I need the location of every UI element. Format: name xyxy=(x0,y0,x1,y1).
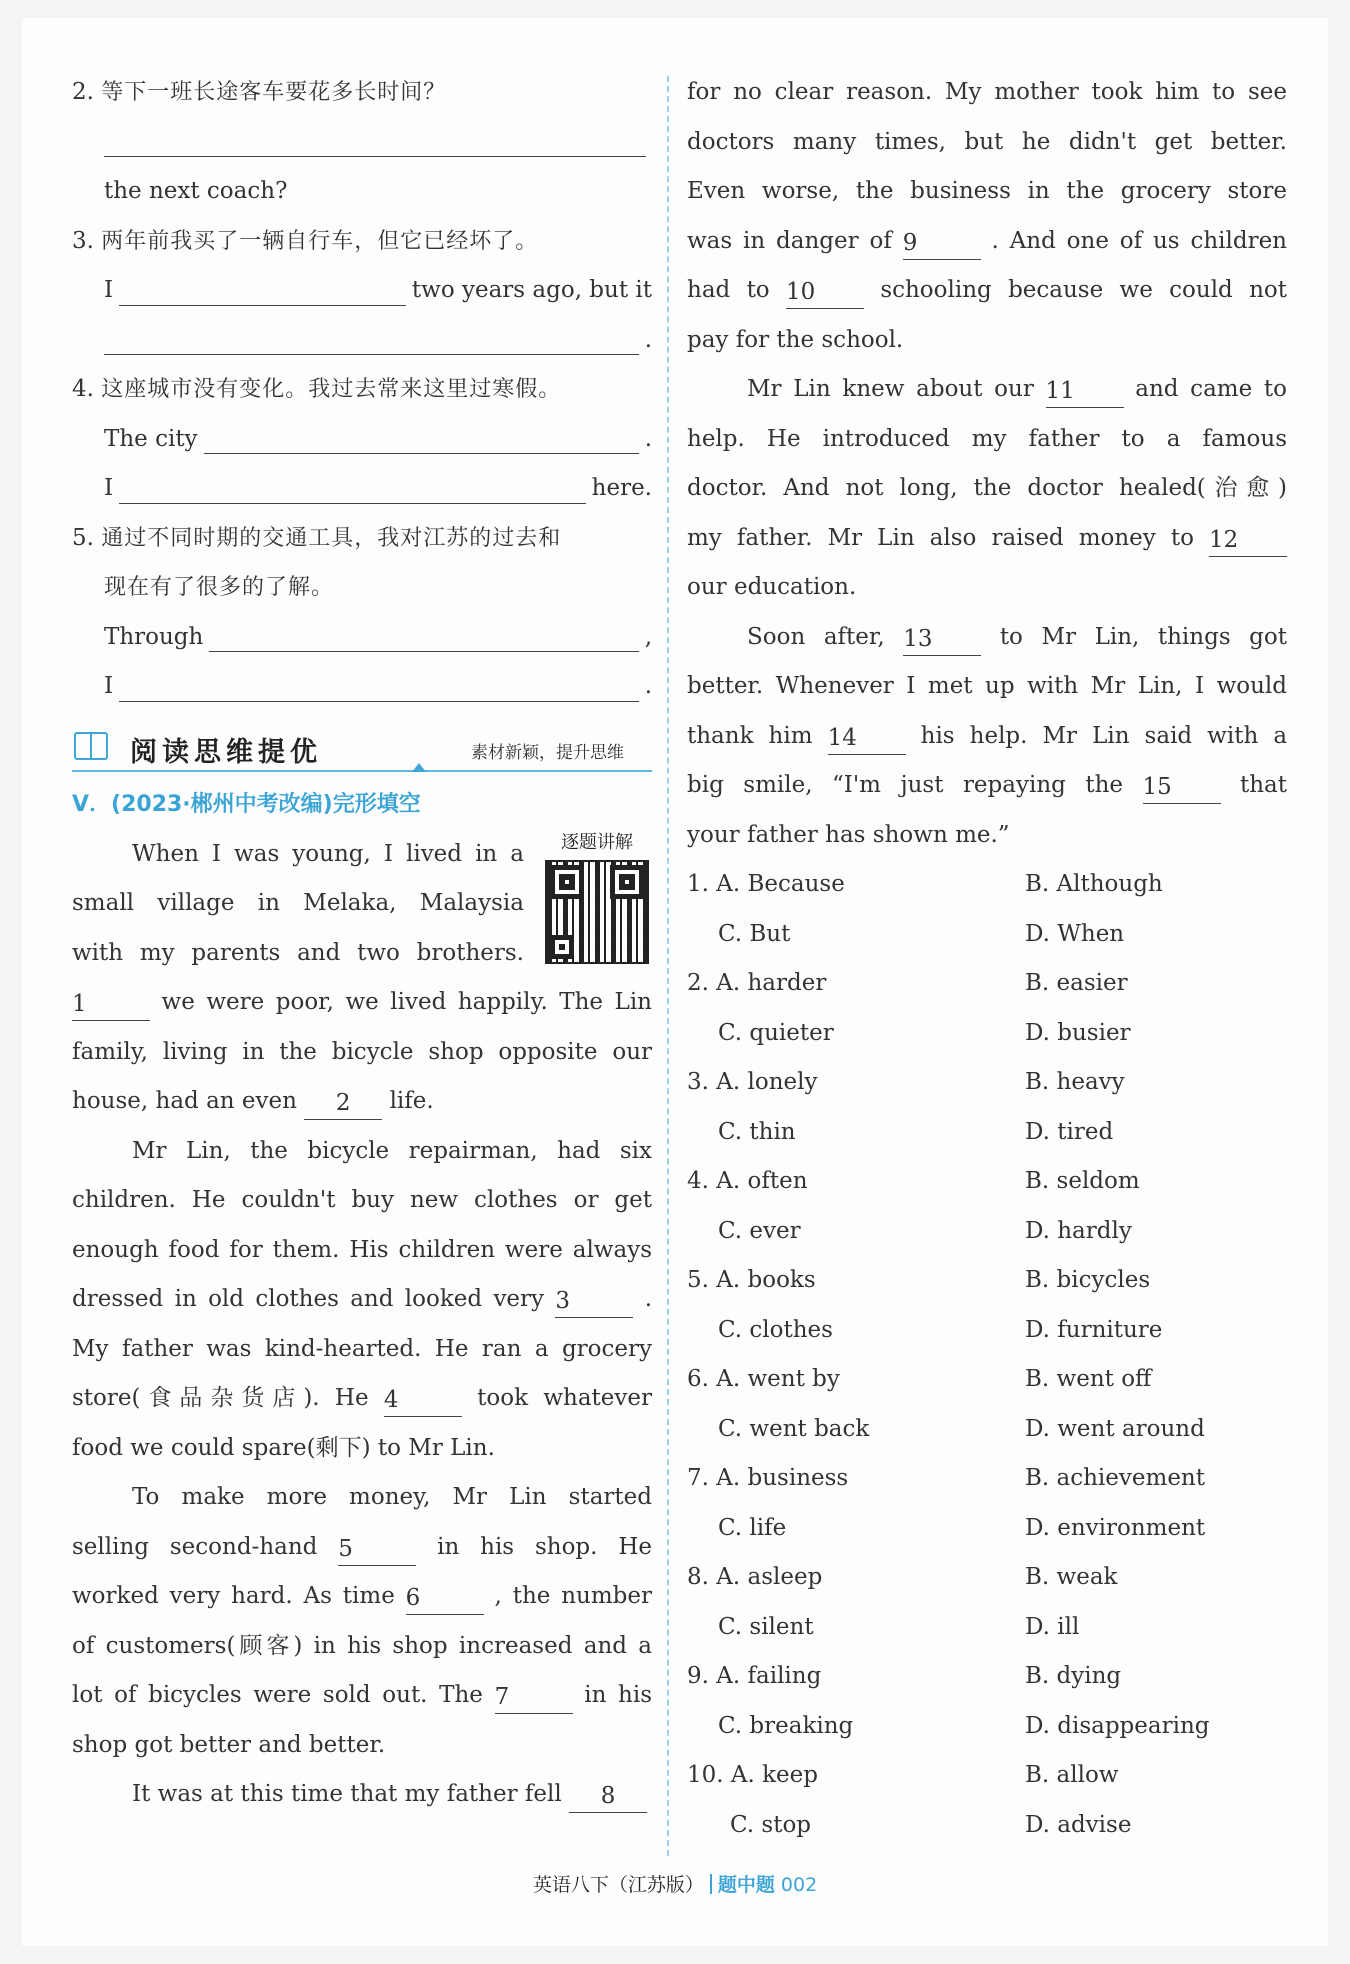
passage-text: thank him xyxy=(687,722,813,749)
passage-text: Soon after, xyxy=(747,623,885,650)
q3-line-1: I two years ago, but it xyxy=(72,266,652,316)
cloze-blank[interactable]: 10 xyxy=(786,277,864,309)
cloze-blank[interactable]: 13 xyxy=(903,624,981,656)
option-row xyxy=(687,1207,1287,1257)
passage-text: dressed in old clothes and looked very xyxy=(72,1286,545,1312)
passage-text: Mr Lin knew about our xyxy=(747,376,1034,402)
option-d[interactable]: D. environment xyxy=(1025,1514,1206,1541)
passage-line xyxy=(687,316,1287,366)
passage-text: children. He couldn't buy new clothes or get xyxy=(72,1187,652,1213)
right-column xyxy=(687,68,1287,1850)
option-row xyxy=(687,860,1287,910)
option-b[interactable]: B. went off xyxy=(1025,1366,1152,1392)
option-row xyxy=(687,1256,1287,1306)
q2-answer-line xyxy=(72,118,652,168)
column-divider xyxy=(667,76,669,1856)
cloze-blank[interactable]: 14 xyxy=(828,723,906,755)
option-row xyxy=(687,1157,1287,1207)
passage-line xyxy=(72,1770,652,1820)
option-b[interactable]: B. easier xyxy=(1025,970,1128,996)
passage-line xyxy=(687,712,1287,762)
workbook-page xyxy=(22,18,1328,1946)
option-row xyxy=(687,1801,1287,1851)
passage-line xyxy=(687,613,1287,663)
passage-line xyxy=(687,415,1287,465)
passage-text: My father was kind-hearted. He ran a grocery xyxy=(72,1335,652,1362)
passage-line xyxy=(72,1622,652,1672)
q5-blank-2[interactable] xyxy=(119,672,639,702)
option-row xyxy=(687,1058,1287,1108)
passage-text: When I was young, I lived in a xyxy=(132,840,524,867)
passage-line xyxy=(72,1671,652,1721)
footer-book: 英语八下（江苏版） xyxy=(532,1874,704,1896)
option-row xyxy=(687,959,1287,1009)
q5-blank-1[interactable] xyxy=(209,622,638,652)
passage-text: that xyxy=(1239,772,1287,798)
q3-prompt: 3. 两年前我买了一辆自行车，但它已经坏了。 xyxy=(72,227,539,254)
passage-line xyxy=(72,1572,652,1622)
footer-separator xyxy=(710,1874,712,1894)
option-c[interactable]: C. silent xyxy=(718,1613,814,1640)
option-c[interactable]: C. But xyxy=(718,920,791,947)
passage-text: life. xyxy=(389,1088,434,1114)
option-a[interactable]: 7. A. business xyxy=(687,1465,849,1491)
cloze-blank[interactable]: 11 xyxy=(1046,376,1124,408)
passage-text: family, living in the bicycle shop opposite our xyxy=(72,1038,652,1065)
option-row xyxy=(687,1009,1287,1059)
option-d[interactable]: D. furniture xyxy=(1025,1316,1163,1343)
cloze-blank[interactable]: 2 xyxy=(304,1088,382,1120)
passage-line xyxy=(72,1127,652,1177)
passage-text: for no clear reason. My mother took him to see xyxy=(687,79,1287,105)
option-row xyxy=(687,1504,1287,1554)
passage-line xyxy=(72,830,524,880)
option-a[interactable]: 3. A. lonely xyxy=(687,1069,818,1095)
q3-line-2: . xyxy=(72,316,652,366)
option-row xyxy=(687,910,1287,960)
section-header xyxy=(72,726,652,772)
passage-line xyxy=(72,1077,652,1127)
option-row xyxy=(687,1108,1287,1158)
q4-line-2: I here. xyxy=(72,464,652,514)
option-c[interactable]: C. thin xyxy=(718,1118,796,1145)
passage-text: in his xyxy=(584,1682,652,1708)
passage-text: schooling because we could not xyxy=(880,277,1287,303)
option-b[interactable]: B. achievement xyxy=(1025,1465,1205,1491)
passage-text: . And one of us children xyxy=(991,227,1287,254)
passage-text: enough food for them. His children were always xyxy=(72,1236,652,1263)
option-row xyxy=(687,1306,1287,1356)
option-a[interactable]: 9. A. failing xyxy=(687,1663,822,1689)
option-a[interactable]: 5. A. books xyxy=(687,1267,816,1293)
passage-text: in his shop. He xyxy=(437,1533,652,1560)
q5-line-2: I . xyxy=(72,662,652,712)
option-c[interactable]: C. ever xyxy=(718,1217,801,1244)
option-b[interactable]: B. allow xyxy=(1025,1762,1119,1788)
passage-line xyxy=(72,1325,652,1375)
passage-text: help. He introduced my father to a famous xyxy=(687,425,1287,452)
cloze-blank[interactable]: 12 xyxy=(1209,525,1287,557)
passage-text: To make more money, Mr Lin started xyxy=(132,1484,652,1510)
q2-prompt: 2. 等下一班长途客车要花多长时间？ xyxy=(72,79,447,105)
q4-line-1: The city . xyxy=(72,415,652,465)
option-a[interactable]: 4. A. often xyxy=(687,1168,808,1194)
passage-text: to Mr Lin, things got xyxy=(999,623,1287,650)
option-a[interactable]: 10. A. keep xyxy=(687,1762,819,1788)
q3-blank-2[interactable] xyxy=(104,325,639,355)
cloze-blank[interactable]: 5 xyxy=(338,1534,416,1566)
passage-text: took whatever xyxy=(477,1385,652,1411)
passage-line xyxy=(72,1374,652,1424)
passage-line xyxy=(72,879,524,929)
q4-blank-2[interactable] xyxy=(119,474,586,504)
passage-line xyxy=(72,1473,652,1523)
passage-line xyxy=(72,1424,652,1474)
option-c[interactable]: C. breaking xyxy=(718,1712,854,1739)
option-d[interactable]: D. tired xyxy=(1025,1118,1114,1145)
passage-text: had to xyxy=(687,277,770,303)
cloze-blank[interactable]: 7 xyxy=(495,1682,573,1714)
cloze-passage-left xyxy=(72,830,652,1820)
cloze-blank[interactable]: 8 xyxy=(569,1781,647,1813)
passage-line xyxy=(687,761,1287,811)
cloze-blank[interactable]: 4 xyxy=(384,1385,462,1417)
option-d[interactable]: D. hardly xyxy=(1025,1217,1132,1244)
book-icon xyxy=(74,732,108,760)
passage-text: selling second-hand xyxy=(72,1533,318,1560)
passage-text: was in danger of xyxy=(687,227,892,254)
cloze-blank[interactable]: 9 xyxy=(903,228,981,260)
passage-text: with my parents and two brothers. xyxy=(72,939,524,966)
q5-line-1: Through , xyxy=(72,613,652,663)
option-row xyxy=(687,1405,1287,1455)
option-c[interactable]: C. stop xyxy=(730,1811,812,1838)
option-row xyxy=(687,1355,1287,1405)
passage-line xyxy=(687,563,1287,613)
option-row xyxy=(687,1454,1287,1504)
q3-blank-1[interactable] xyxy=(119,276,406,306)
option-a[interactable]: 6. A. went by xyxy=(687,1366,840,1392)
passage-line xyxy=(72,1523,652,1573)
section-title: 阅读思维提优 xyxy=(130,736,322,768)
passage-line xyxy=(72,978,652,1028)
passage-line xyxy=(72,1226,652,1276)
cloze-blank[interactable]: 3 xyxy=(555,1286,633,1318)
option-d[interactable]: D. went around xyxy=(1025,1415,1205,1442)
option-row xyxy=(687,1553,1287,1603)
option-b[interactable]: B. seldom xyxy=(1025,1168,1140,1194)
options-list xyxy=(687,860,1287,1850)
q4-blank-1[interactable] xyxy=(204,424,639,454)
q2-tail: the next coach? xyxy=(104,178,288,204)
passage-text: Mr Lin, the bicycle repairman, had six xyxy=(132,1137,652,1164)
passage-line xyxy=(72,1176,652,1226)
option-b[interactable]: B. heavy xyxy=(1025,1069,1125,1095)
passage-text: your father has shown me.” xyxy=(687,821,1010,848)
passage-text: house, had an even xyxy=(72,1088,297,1114)
page-footer xyxy=(22,1870,1328,1897)
passage-line xyxy=(687,266,1287,316)
passage-text: worked very hard. As time xyxy=(72,1583,395,1609)
passage-text: his help. Mr Lin said with a xyxy=(920,722,1287,749)
passage-line xyxy=(687,662,1287,712)
option-row xyxy=(687,1603,1287,1653)
passage-text: and came to xyxy=(1135,376,1287,402)
right-passage-lines xyxy=(687,68,1287,860)
option-c[interactable]: C. life xyxy=(718,1514,787,1541)
passage-line xyxy=(72,1028,652,1078)
passage-text: . xyxy=(644,1286,652,1312)
option-d[interactable]: D. When xyxy=(1025,920,1125,947)
option-c[interactable]: C. went back xyxy=(718,1415,870,1442)
passage-line xyxy=(687,514,1287,564)
passage-line xyxy=(687,365,1287,415)
qr-block[interactable] xyxy=(542,830,652,964)
passage-text: doctors many times, but he didn't get better. xyxy=(687,128,1287,155)
passage-line xyxy=(687,464,1287,514)
qr-code-icon[interactable] xyxy=(545,860,649,964)
option-a[interactable]: 1. A. Because xyxy=(687,871,845,897)
passage-text: lot of bicycles were sold out. The xyxy=(72,1682,483,1708)
cloze-blank[interactable]: 1 xyxy=(72,989,150,1021)
option-b[interactable]: B. Although xyxy=(1025,871,1163,897)
q4-prompt: 4. 这座城市没有变化。我过去常来这里过寒假。 xyxy=(72,376,562,402)
passage-text: pay for the school. xyxy=(687,326,904,353)
triangle-marker-icon xyxy=(412,763,426,772)
passage-line xyxy=(687,217,1287,267)
passage-text: Even worse, the business in the grocery store xyxy=(687,178,1287,204)
passage-text: doctor. And not long, the doctor healed(治愈) xyxy=(687,475,1287,501)
passage-text: , the number xyxy=(494,1583,652,1609)
passage-text: small village in Melaka, Malaysia xyxy=(72,890,524,916)
passage-line xyxy=(72,929,524,979)
option-d[interactable]: D. ill xyxy=(1025,1613,1080,1640)
left-passage-lines xyxy=(72,830,652,1820)
passage-text: shop got better and better. xyxy=(72,1731,386,1758)
passage-text: food we could spare(剩下) to Mr Lin. xyxy=(72,1434,495,1461)
passage-line xyxy=(687,118,1287,168)
section-tag: 素材新颖，提升思维 xyxy=(471,742,624,763)
option-b[interactable]: B. bicycles xyxy=(1025,1267,1151,1293)
qr-label: 逐题讲解 xyxy=(561,831,633,853)
option-row xyxy=(687,1751,1287,1801)
passage-line xyxy=(687,811,1287,861)
cloze-blank[interactable]: 6 xyxy=(406,1583,484,1615)
option-d[interactable]: D. busier xyxy=(1025,1019,1131,1046)
option-b[interactable]: B. weak xyxy=(1025,1564,1118,1590)
passage-line xyxy=(72,1721,652,1771)
passage-text: of customers(顾客) in his shop increased and a xyxy=(72,1632,652,1659)
passage-line xyxy=(687,68,1287,118)
passage-text: my father. Mr Lin also raised money to xyxy=(687,524,1194,551)
passage-text: our education. xyxy=(687,574,857,600)
option-c[interactable]: C. clothes xyxy=(718,1316,833,1343)
cloze-blank[interactable]: 15 xyxy=(1143,772,1221,804)
footer-brand: 题中题 xyxy=(717,1874,775,1896)
option-b[interactable]: B. dying xyxy=(1025,1663,1122,1689)
passage-line xyxy=(687,167,1287,217)
passage-text: big smile, “I'm just repaying the xyxy=(687,772,1124,798)
passage-text: better. Whenever I met up with Mr Lin, I would xyxy=(687,673,1287,699)
passage-text: It was at this time that my father fell xyxy=(132,1781,562,1807)
passage-text: store(食品杂货店). He xyxy=(72,1385,369,1411)
q2-blank[interactable] xyxy=(104,127,646,157)
option-row xyxy=(687,1652,1287,1702)
option-row xyxy=(687,1702,1287,1752)
passage-line xyxy=(72,1275,652,1325)
option-d[interactable]: D. advise xyxy=(1025,1811,1132,1838)
option-d[interactable]: D. disappearing xyxy=(1025,1712,1210,1739)
cloze-heading: V．(2023·郴州中考改编)完形填空 xyxy=(72,791,421,817)
passage-text: we were poor, we lived happily. The Lin xyxy=(161,989,652,1015)
left-column xyxy=(72,68,652,1820)
option-a[interactable]: 8. A. asleep xyxy=(687,1564,823,1590)
page-number: 002 xyxy=(780,1874,818,1896)
option-c[interactable]: C. quieter xyxy=(718,1019,834,1046)
q5-prompt-2: 现在有了很多的了解。 xyxy=(104,575,335,600)
q5-prompt-1: 5. 通过不同时期的交通工具，我对江苏的过去和 xyxy=(72,524,562,551)
option-a[interactable]: 2. A. harder xyxy=(687,970,827,996)
